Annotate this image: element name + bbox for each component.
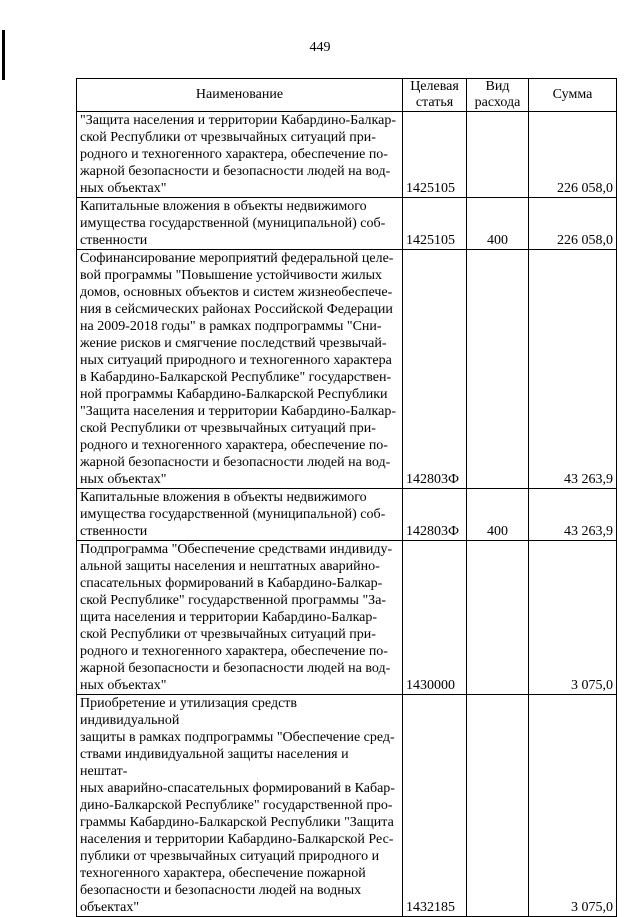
row-sum: 3 075,0 [529,695,617,917]
row-name-line: ской Республике" государственной программы "За- [80,593,387,608]
row-type: 400 [467,198,529,250]
table-row [77,250,617,489]
row-name-line: ской Республики от чрезвычайных ситуаций при- [80,627,376,642]
row-name-line: ственности [80,233,148,248]
row-name-line: ной программы Кабардино-Балкарской Республики [80,387,388,402]
row-name-line: жарной безопасности и безопасности людей на вод- [80,164,391,179]
table-row [77,489,617,541]
row-sum: 3 075,0 [529,541,617,695]
row-type: 400 [467,489,529,541]
row-name-line: в Кабардино-Балкарской Республике" государствен- [80,370,392,385]
table-row [77,198,617,250]
row-name-line: ных объектах" [80,181,167,196]
row-name-line: Софинансирование мероприятий федеральной целе- [80,251,394,266]
row-name-line: ных объектах" [80,472,167,487]
row-name-line: ской Республики от чрезвычайных ситуаций при- [80,130,376,145]
header-type: Вид расхода [467,79,529,112]
row-name-line: имущества государственной (муниципальной) соб- [80,216,386,231]
row-code: 1425105 [403,198,467,250]
table-row [77,541,617,695]
row-sum: 43 263,9 [529,489,617,541]
row-name-line: вой программы "Повышение устойчивости жилых [80,268,383,283]
table-row [77,695,617,917]
row-name-line: защиты в рамках подпрограммы "Обеспечение сред- [80,730,395,745]
row-sum: 226 058,0 [529,198,617,250]
row-name-line: родного и техногенного характера, обеспечение по- [80,644,388,659]
row-name-line: щита населения и территории Кабардино-Балкар- [80,610,378,625]
row-name-line: публики от чрезвычайных ситуаций природного и [80,849,380,864]
row-name [77,489,403,541]
row-type [467,250,529,489]
row-name-line: жарной безопасности и безопасности людей на вод- [80,455,391,470]
row-name-line: ния в сейсмических районах Российской Федерации [80,302,393,317]
row-name-line: ственности [80,524,148,539]
row-name-line: Приобретение и утилизация средств индивидуальной [80,696,298,728]
row-name-line: альной защиты населения и нештатных аварийно- [80,559,380,574]
row-name-line: ствами индивидуальной защиты населения и нештат- [80,747,349,779]
row-name-line: Капитальные вложения в объекты недвижимого [80,199,367,214]
row-code: 142803Ф [403,489,467,541]
row-name-line: домов, основных объектов и систем жизнеобеспече- [80,285,393,300]
row-sum: 43 263,9 [529,250,617,489]
row-name-line: спасательных формирований в Кабардино-Балкар- [80,576,383,591]
row-name-line: "Защита населения и территории Кабардино-Балкар- [80,113,396,128]
page-number: 449 [309,40,331,55]
row-type [467,541,529,695]
row-name [77,541,403,695]
header-sum: Сумма [529,79,617,112]
row-name [77,198,403,250]
table-body [77,112,617,917]
table-header-row [77,79,617,112]
budget-table [76,78,617,917]
row-name-line: населения и территории Кабардино-Балкарской Рес- [80,832,394,847]
row-name [77,695,403,917]
row-name-line: родного и техногенного характера, обеспечение по- [80,438,388,453]
row-name-line: граммы Кабардино-Балкарской Республики "Защита [80,815,394,830]
row-name [77,250,403,489]
row-code: 142803Ф [403,250,467,489]
row-name-line: ных объектах" [80,678,167,693]
row-name-line: родного и техногенного характера, обеспечение по- [80,147,388,162]
row-name-line: жарной безопасности и безопасности людей на вод- [80,661,391,676]
row-name-line: объектах" [80,900,140,915]
row-name-line: на 2009-2018 годы" в рамках подпрограммы "Сни- [80,319,382,334]
row-name-line: Подпрограмма "Обеспечение средствами индивиду- [80,542,393,557]
row-type [467,695,529,917]
row-name-line: ных аварийно-спасательных формирований в Кабар- [80,781,395,796]
row-name-line: жение рисков и смягчение последствий чрезвычай- [80,336,387,351]
row-name-line: Капитальные вложения в объекты недвижимого [80,490,367,505]
row-name-line: имущества государственной (муниципальной) соб- [80,507,386,522]
row-code: 1430000 [403,541,467,695]
row-sum: 226 058,0 [529,112,617,198]
row-name-line: ных ситуаций природного и техногенного характера [80,353,392,368]
row-code: 1432185 [403,695,467,917]
row-type [467,112,529,198]
row-name-line: безопасности и безопасности людей на водных [80,883,362,898]
table-row [77,112,617,198]
row-name-line: ской Республики от чрезвычайных ситуаций при- [80,421,376,436]
header-code: Целевая статья [403,79,467,112]
row-name [77,112,403,198]
header-name: Наименование [77,79,403,112]
row-name-line: техногенного характера, обеспечение пожарной [80,866,366,881]
row-name-line: дино-Балкарской Республике" государственной про- [80,798,393,813]
row-name-line: "Защита населения и территории Кабардино-Балкар- [80,404,396,419]
row-code: 1425105 [403,112,467,198]
